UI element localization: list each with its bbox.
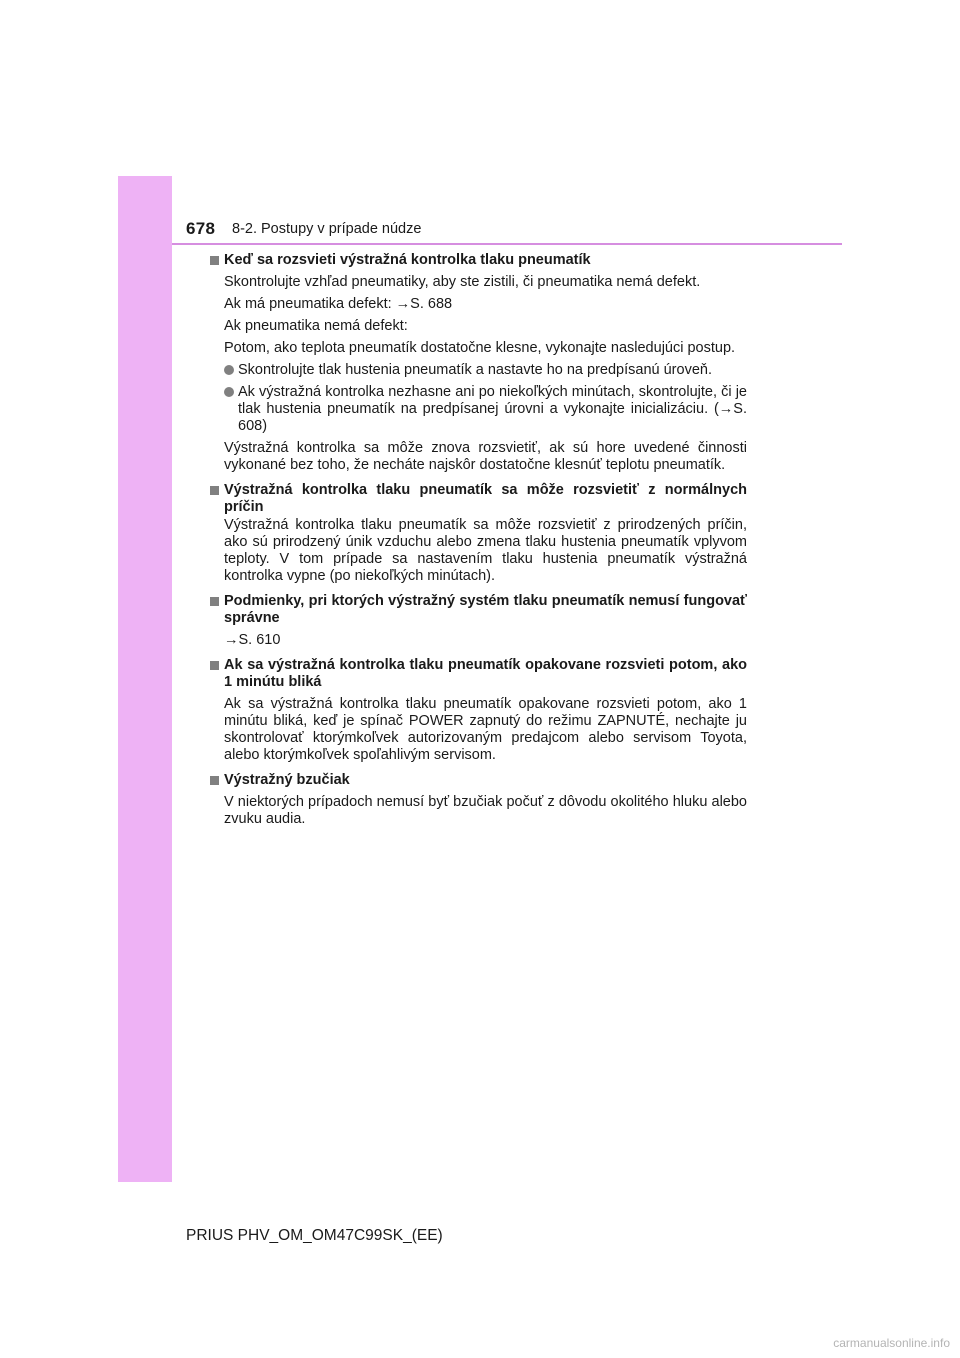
paragraph: Skontrolujte vzhľad pneumatiky, aby ste zistili, či pneumatika nemá defekt. (224, 274, 701, 290)
page-number: 678 (186, 219, 216, 238)
section-warning-light-on (210, 252, 747, 474)
watermark: carmanualsonline.info (833, 1336, 950, 1350)
section-title: Podmienky, pri ktorých výstražný systém tlaku pneumatík nemusí fungovať správne (224, 593, 747, 626)
paragraph: V niektorých prípadoch nemusí byť bzučiak počuť z dôvodu okolitého hluku alebo zvuku audia. (224, 794, 747, 827)
paragraph: Výstražná kontrolka sa môže znova rozsvietiť, ak sú hore uvedené činnosti vykonané bez toho, že necháte najskôr dostatočne klesnúť teplotu pneumatík. (224, 440, 747, 473)
bullet-item (224, 362, 747, 379)
paragraph: →S. 610 (224, 632, 281, 648)
bullet-text: Skontrolujte tlak hustenia pneumatík a nastavte ho na predpísanú úroveň. (238, 362, 712, 378)
section-normal-causes (210, 482, 747, 585)
footer-document-code: PRIUS PHV_OM_OM47C99SK_(EE) (186, 1227, 443, 1244)
header-divider (172, 243, 842, 245)
section-conditions (210, 593, 747, 649)
paragraph: Ak má pneumatika defekt: →S. 688 (224, 296, 453, 312)
round-bullet-icon (224, 365, 234, 375)
section-title: Keď sa rozsvieti výstražná kontrolka tlaku pneumatík (224, 252, 591, 268)
section-title: Ak sa výstražná kontrolka tlaku pneumatík opakovane rozsvieti potom, ako 1 minútu bliká (224, 657, 747, 690)
paragraph: Ak sa výstražná kontrolka tlaku pneumatík opakovane rozsvieti potom, ako 1 minútu bliká, keď je spínač POWER zapnutý do režimu ZAPNUTÉ, nechajte ju skontrolovať ktorýmkoľvek autorizovaným predajcom alebo servisom Toyota, alebo ktorýmkoľvek spoľahlivým servisom. (224, 696, 747, 763)
chapter-title: 8-2. Postupy v prípade núdze (232, 221, 422, 237)
paragraph: Potom, ako teplota pneumatík dostatočne klesne, vykonajte nasledujúci postup. (224, 340, 736, 356)
section-buzzer (210, 772, 747, 828)
bullet-item (224, 384, 747, 435)
section-title: Výstražná kontrolka tlaku pneumatík sa môže rozsvietiť z normálnych príčin (224, 482, 747, 515)
square-bullet-icon (210, 256, 219, 265)
section-title: Výstražný bzučiak (224, 772, 350, 788)
side-color-band (118, 176, 172, 1182)
round-bullet-icon (224, 387, 234, 397)
square-bullet-icon (210, 776, 219, 785)
paragraph: Ak pneumatika nemá defekt: (224, 318, 408, 334)
page-content (210, 252, 747, 828)
square-bullet-icon (210, 661, 219, 670)
section-repeated-blinking (210, 657, 747, 764)
square-bullet-icon (210, 597, 219, 606)
paragraph: Výstražná kontrolka tlaku pneumatík sa môže rozsvietiť z prirodzených príčin, ako sú prirodzený únik vzduchu alebo zmena tlaku hustenia pneumatík vplyvom teploty. V tom prípade sa nastavením tlaku hustenia pneumatík výstražná kontrolka vypne (po niekoľkých minútach). (224, 517, 747, 584)
bullet-text: Ak výstražná kontrolka nezhasne ani po niekoľkých minútach, skontrolujte, či je tlak hustenia pneumatík na predpísanej úrovni a vykonajte inicializáciu. (→S. 608) (238, 384, 747, 434)
square-bullet-icon (210, 486, 219, 495)
